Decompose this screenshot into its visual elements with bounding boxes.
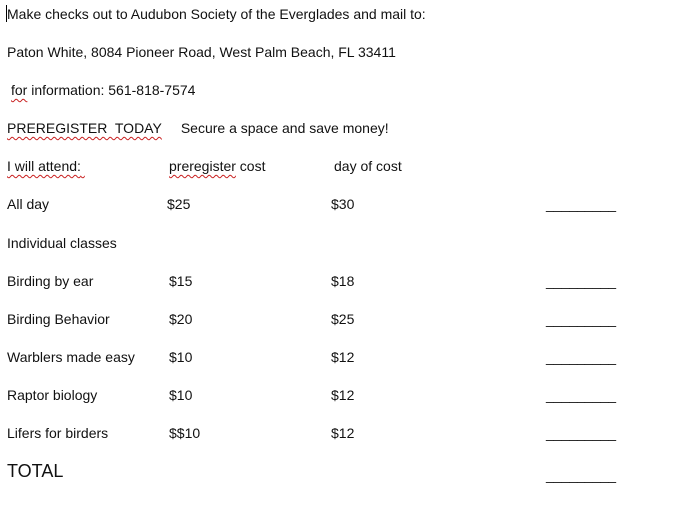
total-label: TOTAL	[7, 461, 64, 481]
quantity-blank: _________	[546, 349, 617, 365]
row-label: Raptor biology	[7, 387, 98, 403]
mail-instructions: Make checks out to Audubon Society of the Everglades and mail to:	[7, 6, 426, 22]
class-row	[0, 424, 677, 444]
quantity-blank: _________	[546, 425, 617, 441]
row-label: All day	[7, 196, 50, 212]
preregister-price: $15	[169, 273, 193, 289]
class-row	[0, 386, 677, 406]
preregister-price: $25	[167, 196, 191, 212]
header-preregister-cost	[169, 157, 266, 175]
row-label: Birding Behavior	[7, 311, 110, 327]
day-of-price: $12	[331, 425, 355, 441]
preregister-price: $20	[169, 311, 193, 327]
row-label: Warblers made easy	[7, 349, 135, 365]
day-of-price: $18	[331, 273, 355, 289]
day-of-price: $12	[331, 387, 355, 403]
preregister-tagline: Secure a space and save money!	[180, 120, 389, 136]
header-day-of-cost: day of cost	[334, 158, 402, 174]
day-of-price: $25	[331, 311, 355, 327]
quantity-blank: _________	[546, 196, 617, 212]
class-row	[0, 310, 677, 330]
preregister-price: $10	[169, 387, 193, 403]
individual-classes-heading: Individual classes	[7, 235, 117, 251]
attend-label	[7, 157, 159, 175]
header-preregister-word: preregister	[169, 158, 236, 174]
quantity-blank: _________	[546, 387, 617, 403]
day-of-price: $30	[331, 196, 355, 212]
quantity-blank: _________	[546, 311, 617, 327]
day-of-price: $12	[331, 349, 355, 365]
info-phone: information: 561-818-7574	[27, 82, 196, 98]
preregister-label: PREREGISTER TODAY	[7, 120, 162, 136]
info-prefix: for	[11, 82, 28, 98]
row-label: Birding by ear	[7, 273, 94, 289]
total-blank: _________	[546, 467, 617, 483]
preregister-line	[7, 119, 389, 137]
attend-label-text: I will attend:	[7, 158, 81, 174]
row-label: Lifers for birders	[7, 425, 109, 441]
total-row	[0, 462, 677, 482]
header-cost-word: cost	[235, 158, 266, 174]
mailing-address: Paton White, 8084 Pioneer Road, West Palm Beach, FL 33411	[7, 44, 396, 60]
preregister-price: $10	[169, 349, 193, 365]
class-row	[0, 348, 677, 368]
preregister-price: $$10	[169, 425, 201, 441]
info-line	[11, 81, 195, 99]
quantity-blank: _________	[546, 273, 617, 289]
all-day-row	[0, 195, 677, 215]
class-row	[0, 272, 677, 292]
attend-gap	[81, 157, 159, 175]
column-header-row	[0, 157, 677, 177]
